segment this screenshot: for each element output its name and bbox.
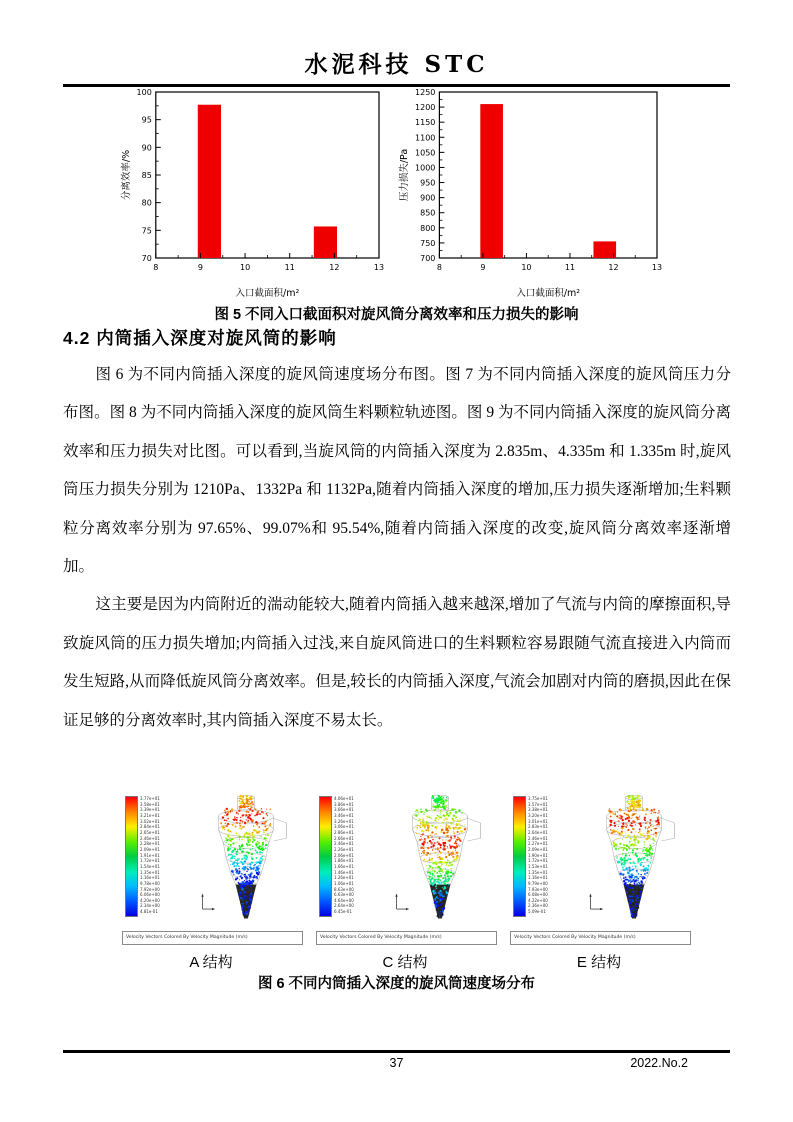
svg-text:85: 85 (141, 171, 152, 180)
svg-text:90: 90 (141, 143, 152, 153)
colorbar-value: 2.84e+01 (140, 824, 160, 830)
colorbar-value: 2.64e+00 (334, 903, 354, 909)
colorbar-value: 4.81e-01 (140, 909, 158, 915)
colorbar-gradient (513, 796, 526, 917)
colorbar-value: 2.34e+00 (140, 903, 160, 909)
structure-label-c: C 结构 (382, 954, 428, 971)
colorbar-value: 2.36e+00 (528, 903, 548, 909)
section-title: 内筒插入深度对旋风筒的影响 (96, 328, 337, 348)
svg-text:10: 10 (239, 263, 251, 272)
colorbar-value: 3.86e+01 (334, 801, 354, 807)
body-text (63, 356, 731, 740)
colorbar-value: 1.06e+01 (334, 880, 354, 886)
svg-text:11: 11 (284, 263, 295, 272)
cfd-panel-content (510, 792, 688, 929)
svg-text:12: 12 (608, 263, 619, 272)
svg-text:80: 80 (141, 198, 152, 208)
figure6-panels (122, 792, 688, 945)
colorbar-value: 3.06e+01 (334, 824, 354, 830)
svg-text:入口截面积/m²: 入口截面积/m² (235, 288, 300, 299)
colorbar-value: 6.45e-01 (334, 909, 352, 915)
svg-text:70: 70 (141, 254, 152, 263)
colorbar-value: 1.90e+01 (528, 852, 548, 858)
colorbar-value: 1.35e+01 (528, 869, 548, 875)
cyclone-figure (194, 793, 298, 923)
svg-text:850: 850 (420, 208, 436, 218)
colorbar-value: 2.65e+01 (140, 829, 160, 835)
svg-text:950: 950 (420, 178, 436, 188)
colorbar-value: 7.93e+00 (528, 886, 548, 892)
cfd-panel-e (510, 792, 688, 945)
colorbar-value: 3.66e+01 (334, 807, 354, 813)
colorbar-legend (125, 796, 160, 917)
colorbar-value: 1.54e+01 (140, 863, 160, 869)
colorbar-value: 1.86e+01 (334, 858, 354, 864)
colorbar-value: 4.06e+01 (334, 796, 354, 801)
colorbar-value: 7.92e+00 (140, 886, 160, 892)
figure6-caption: 图 6 不同内筒插入深度的旋风筒速度场分布 (257, 976, 536, 992)
svg-text:95: 95 (141, 115, 152, 125)
colorbar-values (528, 796, 548, 917)
svg-text:1050: 1050 (415, 148, 436, 158)
svg-text:100: 100 (136, 88, 152, 97)
colorbar-value: 2.26e+01 (334, 846, 354, 852)
colorbar-value: 3.77e+01 (140, 796, 160, 801)
colorbar-value: 1.53e+01 (528, 863, 548, 869)
colorbar-value: 1.91e+01 (140, 852, 160, 858)
paragraph: 图 6 为不同内筒插入深度的旋风筒速度场分布图。图 7 为不同内筒插入深度的旋风筒压力分布图。图 8 为不同内筒插入深度的旋风筒生料颗粒轨迹图。图 9 为不同内筒插入深度的旋风筒分离效率和压力损失对比图。可以看到,当旋风筒的内筒插入深度为 2.835m、4.335m 和 1.335m 时,旋风筒压力损失分别为 1210Pa、1332Pa 和 1132Pa,随着内筒插入深度的增加,压力损失逐渐增加;生料颗粒分离效率分别为 97.65%、99.07%和 95.54%,随着内筒插入深度的改变,旋风筒分离效率逐渐增加。 (63, 366, 731, 576)
cfd-panel-footer: Velocity Vectors Colored By Velocity Magnitude (m/s) (510, 931, 691, 945)
colorbar-value: 2.66e+01 (334, 835, 354, 841)
svg-text:1100: 1100 (415, 133, 436, 143)
cfd-panel-footer: Velocity Vectors Colored By Velocity Magnitude (m/s) (122, 931, 303, 945)
colorbar-value: 8.63e+00 (334, 886, 354, 892)
colorbar-value: 4.20e+00 (140, 897, 160, 903)
cfd-panel-c (316, 792, 494, 945)
colorbar-value: 2.27e+01 (528, 841, 548, 847)
svg-text:12: 12 (329, 263, 340, 272)
footer-divider (63, 1050, 730, 1053)
cfd-panel-a (122, 792, 300, 945)
colorbar-value: 6.08e+00 (528, 892, 548, 898)
colorbar-value: 5.09e-01 (528, 909, 546, 915)
svg-text:750: 750 (420, 238, 436, 248)
cyclone-figure (388, 793, 492, 923)
colorbar-gradient (125, 796, 138, 917)
colorbar-value: 1.66e+01 (334, 863, 354, 869)
svg-text:900: 900 (420, 193, 436, 203)
cfd-panel-content (122, 792, 300, 929)
svg-text:13: 13 (651, 263, 663, 272)
colorbar-value: 2.06e+01 (334, 852, 354, 858)
figure5-caption: 图 5 不同入口截面积对旋风筒分离效率和压力损失的影响 (214, 307, 579, 323)
colorbar-value: 1.72e+01 (140, 858, 160, 864)
svg-text:9: 9 (480, 263, 486, 272)
colorbar-value: 3.26e+01 (334, 818, 354, 824)
svg-text:9: 9 (197, 263, 203, 272)
svg-text:700: 700 (420, 254, 436, 263)
colorbar-value: 1.16e+01 (528, 875, 548, 881)
svg-text:11: 11 (564, 263, 576, 272)
colorbar-value: 1.16e+01 (140, 875, 160, 881)
colorbar-value: 9.78e+00 (140, 880, 160, 886)
cfd-panel-footer: Velocity Vectors Colored By Velocity Magnitude (m/s) (316, 931, 497, 945)
colorbar-value: 9.79e+00 (528, 880, 548, 886)
page-number: 37 (389, 1056, 404, 1070)
colorbar-value: 3.01e+01 (528, 818, 548, 824)
svg-text:压力损失/Pa: 压力损失/Pa (399, 148, 410, 202)
svg-text:入口截面积/m²: 入口截面积/m² (516, 288, 581, 299)
colorbar-legend (513, 796, 548, 917)
colorbar-value: 3.46e+01 (334, 812, 354, 818)
svg-text:8: 8 (436, 263, 442, 272)
colorbar-value: 6.63e+00 (334, 892, 354, 898)
colorbar-value: 4.22e+00 (528, 897, 548, 903)
svg-text:1150: 1150 (415, 118, 436, 128)
colorbar-value: 3.57e+01 (528, 801, 548, 807)
colorbar-value: 3.38e+01 (528, 807, 548, 813)
structure-label-e: E 结构 (576, 954, 622, 971)
figure5-charts (118, 86, 666, 307)
svg-text:分离效率/%: 分离效率/% (121, 149, 132, 201)
svg-text:1200: 1200 (415, 103, 436, 113)
separation-efficiency-chart (118, 86, 388, 307)
colorbar-value: 3.21e+01 (140, 812, 160, 818)
cyclone-figure (582, 793, 686, 923)
colorbar-value: 1.26e+01 (334, 875, 354, 881)
colorbar-values (140, 796, 160, 917)
colorbar-value: 2.83e+01 (528, 824, 548, 830)
colorbar-value: 3.75e+01 (528, 796, 548, 801)
colorbar-value: 2.86e+01 (334, 829, 354, 835)
svg-text:8: 8 (153, 263, 159, 272)
colorbar-value: 1.35e+01 (140, 869, 160, 875)
cfd-panel-content (316, 792, 494, 929)
svg-text:75: 75 (141, 226, 152, 236)
colorbar-value: 3.20e+01 (528, 812, 548, 818)
svg-text:1250: 1250 (415, 88, 436, 97)
section-heading (63, 325, 337, 350)
paragraph: 这主要是因为内筒附近的湍动能较大,随着内筒插入越来越深,增加了气流与内筒的摩擦面积,导致旋风筒的压力损失增加;内筒插入过浅,来自旋风筒进口的生料颗粒容易跟随气流直接进入内筒而发生短路,从而降低旋风筒分离效率。但是,较长的内筒插入深度,气流会加剧对内筒的磨损,因此在保证足够的分离效率时,其内筒插入深度不易太长。 (63, 596, 731, 729)
svg-text:10: 10 (521, 263, 532, 272)
colorbar-value: 4.64e+00 (334, 897, 354, 903)
structure-label-a: A 结构 (189, 954, 233, 971)
colorbar-value: 1.72e+01 (528, 858, 548, 864)
colorbar-gradient (319, 796, 332, 917)
section-number: 4.2 (63, 328, 91, 348)
colorbar-value: 3.39e+01 (140, 807, 160, 813)
journal-title: 水泥科技 STC (304, 51, 489, 78)
issue-number: 2022.No.2 (630, 1056, 688, 1070)
colorbar-value: 3.58e+01 (140, 801, 160, 807)
colorbar-value: 2.64e+01 (528, 829, 548, 835)
colorbar-legend (319, 796, 354, 917)
svg-text:1000: 1000 (415, 163, 436, 173)
colorbar-value: 3.02e+01 (140, 818, 160, 824)
colorbar-value: 2.09e+01 (140, 846, 160, 852)
colorbar-value: 1.46e+01 (334, 869, 354, 875)
colorbar-value: 2.46e+01 (528, 835, 548, 841)
pressure-loss-chart (396, 86, 666, 307)
colorbar-value: 2.46e+01 (140, 835, 160, 841)
colorbar-value: 6.06e+00 (140, 892, 160, 898)
figure6-structure-labels (122, 951, 688, 972)
svg-text:800: 800 (420, 223, 436, 233)
svg-text:13: 13 (373, 263, 385, 272)
colorbar-value: 2.28e+01 (140, 841, 160, 847)
colorbar-value: 2.09e+01 (528, 846, 548, 852)
colorbar-values (334, 796, 354, 917)
colorbar-value: 2.46e+01 (334, 841, 354, 847)
